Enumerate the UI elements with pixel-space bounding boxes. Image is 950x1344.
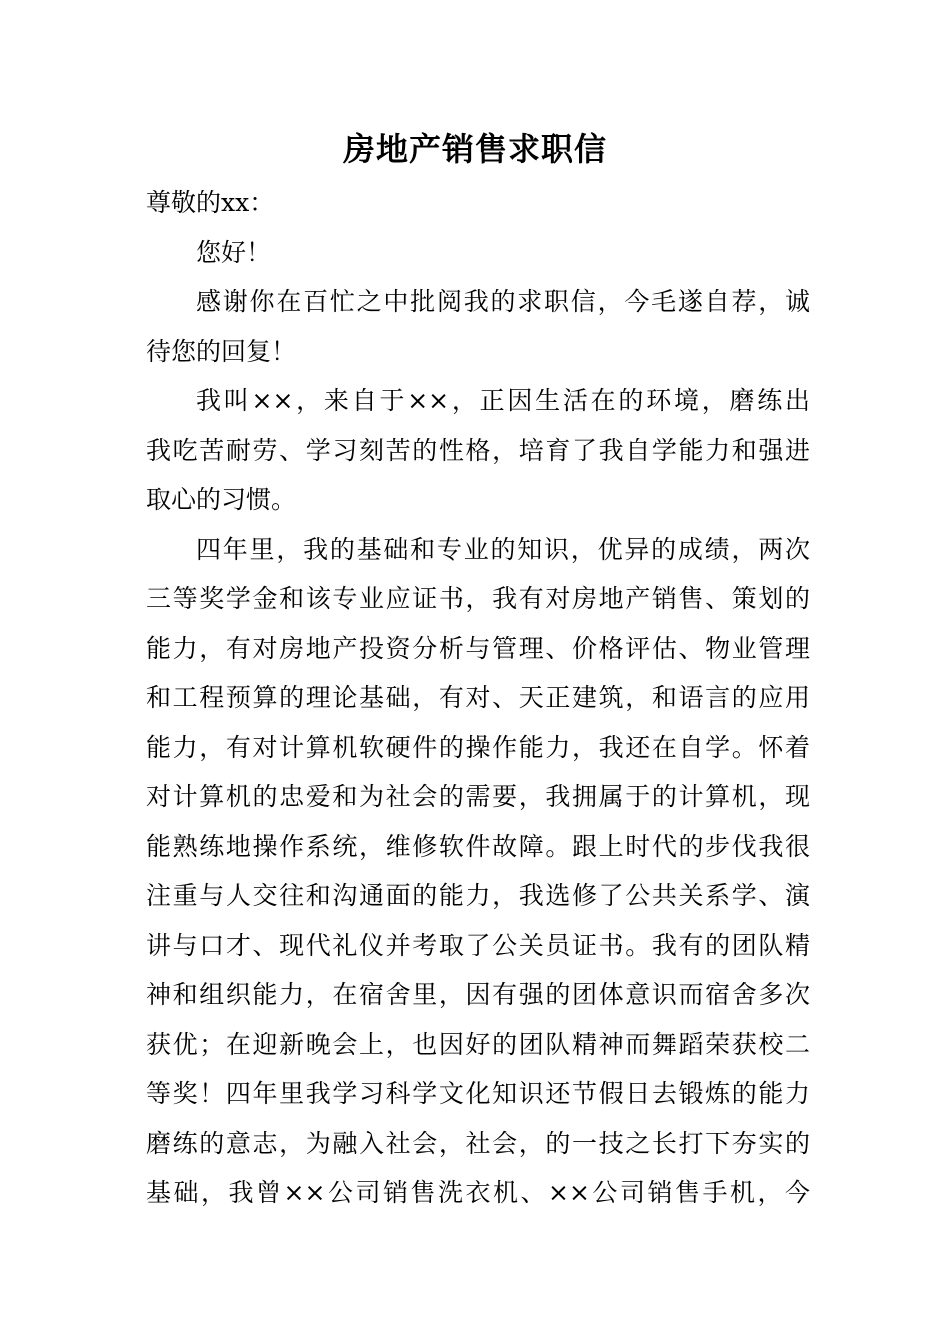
letter-body — [146, 178, 810, 1218]
salutation: 尊敬的xx： — [146, 188, 275, 217]
paragraph-line: 对计算机的忠爱和为社会的需要，我拥属于的计算机，现 — [146, 782, 810, 811]
paragraph-line: 能力，有对计算机软硬件的操作能力，我还在自学。怀着 — [146, 732, 810, 762]
paragraph-line: 取心的习惯。 — [146, 485, 297, 514]
document-title: 房地产销售求职信 — [342, 130, 607, 168]
paragraph-line: 四年里，我的基础和专业的知识，优异的成绩，两次 — [196, 534, 810, 564]
paragraph-line: 我叫××，来自于××，正因生活在的环境，磨练出 — [196, 386, 810, 415]
paragraph-line: 讲与口才、现代礼仪并考取了公关员证书。我有的团队精 — [146, 930, 810, 960]
paragraph-line: 基础，我曾××公司销售洗衣机、××公司销售手机，今 — [146, 1178, 810, 1207]
paragraph-line: 等奖！四年里我学习科学文化知识还节假日去锻炼的能力 — [146, 1079, 810, 1108]
paragraph-1 — [146, 277, 810, 376]
paragraph-line: 三等奖学金和该专业应证书，我有对房地产销售、策划的 — [146, 584, 810, 613]
paragraph-line: 能力，有对房地产投资分析与管理、价格评估、物业管理 — [146, 633, 810, 663]
paragraph-line: 获优；在迎新晚会上，也因好的团队精神而舞蹈荣获校二 — [146, 1029, 810, 1059]
paragraph-line: 磨练的意志，为融入社会，社会，的一技之长打下夯实的 — [146, 1128, 810, 1158]
paragraph-3 — [146, 525, 810, 1218]
paragraph-line: 和工程预算的理论基础，有对、天正建筑，和语言的应用 — [146, 683, 810, 712]
paragraph-line: 能熟练地操作系统，维修软件故障。跟上时代的步伐我很 — [146, 831, 810, 861]
paragraph-2 — [146, 376, 810, 525]
paragraph-line: 感谢你在百忙之中批阅我的求职信，今毛遂自荐，诚 — [196, 287, 810, 316]
paragraph-line: 注重与人交往和沟通面的能力，我选修了公共关系学、演 — [146, 881, 810, 910]
paragraph-line: 待您的回复！ — [146, 336, 297, 366]
paragraph-line: 我吃苦耐劳、学习刻苦的性格，培育了我自学能力和强进 — [146, 435, 810, 465]
paragraph-line: 神和组织能力，在宿舍里，因有强的团体意识而宿舍多次 — [146, 980, 810, 1009]
greeting: 您好！ — [196, 237, 272, 267]
